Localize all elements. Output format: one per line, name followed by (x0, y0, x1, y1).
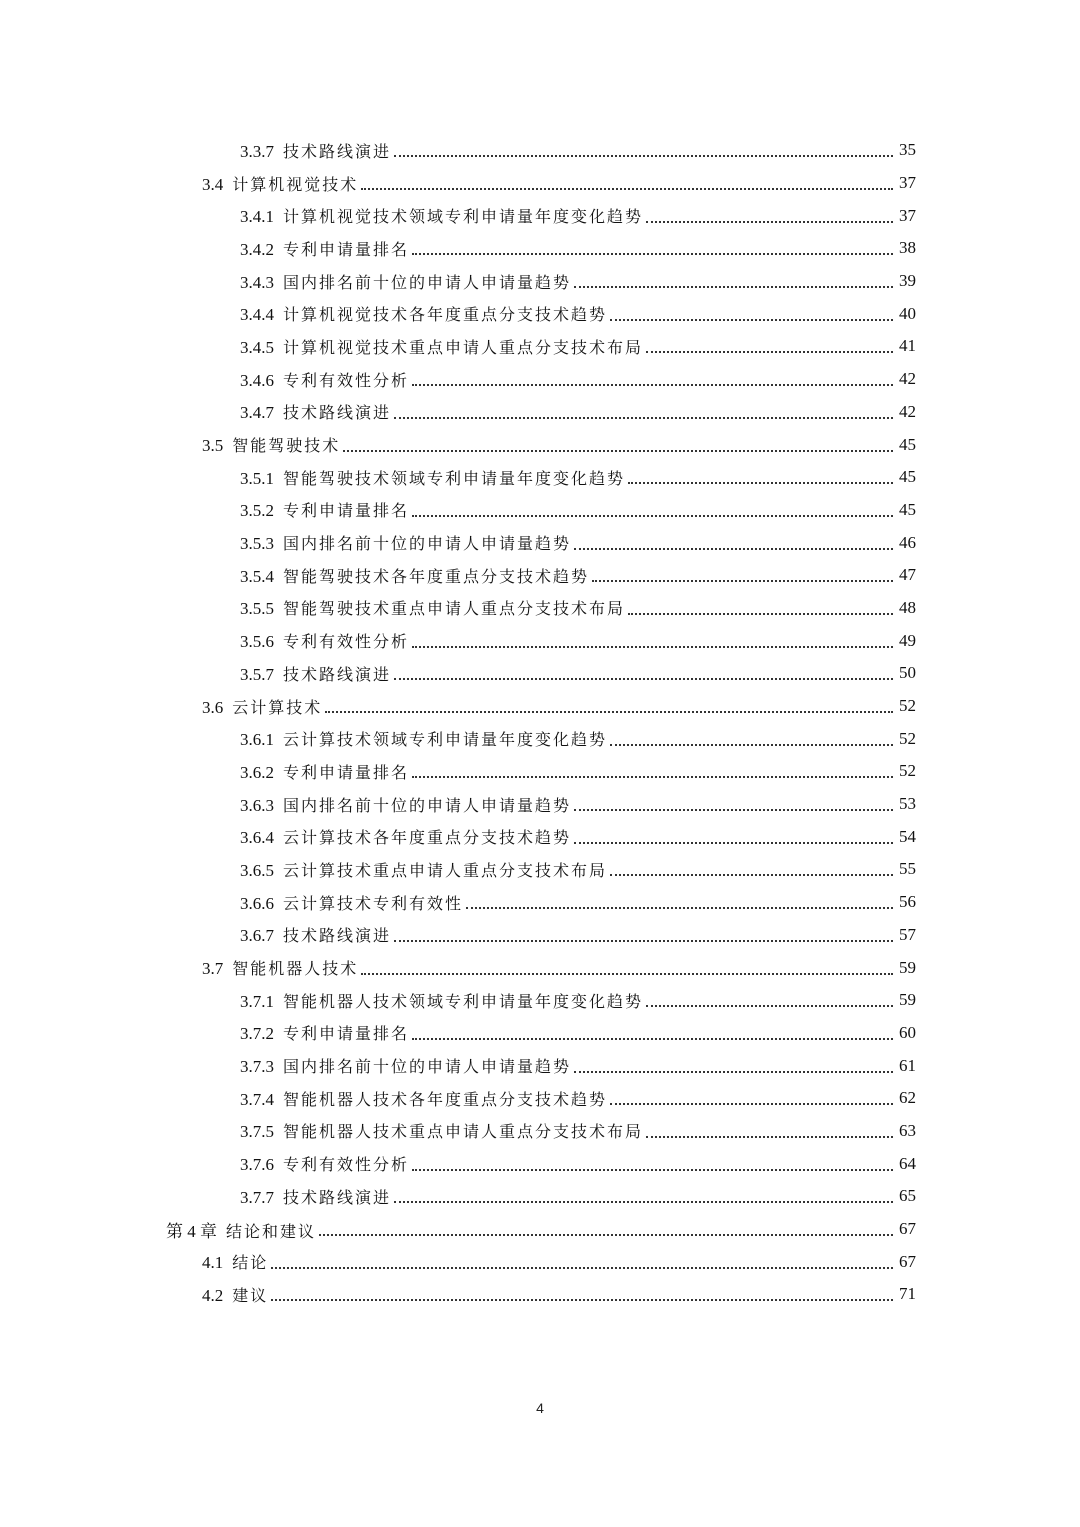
toc-entry[interactable] (0, 853, 1080, 886)
toc-entry-page: 57 (899, 924, 916, 944)
toc-dot-leader (646, 1005, 893, 1007)
toc-entry-number: 3.7.4 (240, 1089, 274, 1109)
toc-entry-number: 3.4.6 (240, 370, 274, 390)
toc-entry-title: 智能驾驶技术 (232, 436, 341, 456)
toc-entry-title: 智能驾驶技术重点申请人重点分支技术布局 (283, 599, 626, 619)
toc-entry-text (202, 695, 324, 718)
toc-entry-title: 智能驾驶技术各年度重点分支技术趋势 (283, 566, 590, 586)
toc-entry-title: 结论和建议 (226, 1221, 317, 1241)
toc-entry[interactable] (0, 363, 1080, 396)
toc-entry[interactable] (0, 1245, 1080, 1278)
toc-entry[interactable] (0, 297, 1080, 330)
toc-entry-text (240, 498, 411, 521)
toc-entry[interactable] (0, 657, 1080, 690)
toc-dot-leader (325, 711, 893, 713)
toc-entry[interactable] (0, 788, 1080, 821)
toc-entry-title: 云计算技术各年度重点分支技术趋势 (283, 828, 572, 848)
toc-entry-number: 3.7.2 (240, 1024, 274, 1044)
toc-entry-number: 4.1 (202, 1253, 224, 1273)
toc-entry-title: 技术路线演进 (283, 403, 392, 423)
toc-dot-leader (394, 940, 893, 942)
toc-entry-text (240, 1152, 411, 1175)
toc-entry[interactable] (0, 820, 1080, 853)
toc-entry-number: 3.4.1 (240, 207, 274, 227)
toc-entry[interactable] (0, 1049, 1080, 1082)
toc-entry-text (240, 1185, 393, 1208)
toc-entry[interactable] (0, 624, 1080, 657)
toc-dot-leader (394, 417, 893, 419)
toc-entry-text (202, 1250, 270, 1273)
toc-entry-number: 3.5.2 (240, 501, 274, 521)
toc-entry-page: 64 (899, 1153, 916, 1173)
toc-entry-page: 71 (899, 1284, 916, 1304)
toc-entry[interactable] (0, 232, 1080, 265)
toc-dot-leader (592, 580, 893, 582)
toc-entry-number: 3.5.7 (240, 664, 274, 684)
toc-dot-leader (412, 1038, 893, 1040)
toc-entry-page: 63 (899, 1120, 916, 1140)
toc-entry-page: 60 (899, 1022, 916, 1042)
toc-entry-text (240, 335, 645, 358)
toc-dot-leader (319, 1234, 893, 1236)
toc-dot-leader (412, 646, 893, 648)
toc-entry-page: 59 (899, 957, 916, 977)
toc-entry-text (202, 433, 342, 456)
toc-entry-number: 3.6.1 (240, 730, 274, 750)
toc-entry-page: 37 (899, 173, 916, 193)
toc-entry-text (240, 825, 573, 848)
toc-entry-title: 国内排名前十位的申请人申请量趋势 (283, 534, 572, 554)
toc-dot-leader (394, 1201, 893, 1203)
toc-entry-title: 专利申请量排名 (283, 1024, 410, 1044)
toc-entry-page: 45 (899, 467, 916, 487)
toc-entry-page: 65 (899, 1186, 916, 1206)
toc-entry-number: 3.6.3 (240, 795, 274, 815)
toc-entry-page: 37 (899, 205, 916, 225)
toc-entry-number: 3.6.2 (240, 762, 274, 782)
toc-entry-title: 专利申请量排名 (283, 762, 410, 782)
toc-entry[interactable] (0, 1278, 1080, 1311)
toc-entry[interactable] (0, 690, 1080, 723)
toc-dot-leader (361, 973, 893, 975)
toc-entry-number: 3.7.1 (240, 991, 274, 1011)
toc-entry-text (240, 139, 393, 162)
toc-entry[interactable] (0, 134, 1080, 167)
toc-entry-title: 专利有效性分析 (283, 1155, 410, 1175)
toc-entry[interactable] (0, 592, 1080, 625)
toc-entry-page: 62 (899, 1088, 916, 1108)
toc-entry-title: 专利有效性分析 (283, 370, 410, 390)
toc-dot-leader (412, 515, 893, 517)
toc-entry-number: 3.6 (202, 697, 224, 717)
toc-entry-title: 建议 (232, 1285, 269, 1305)
toc-entry-text (240, 891, 465, 914)
toc-dot-leader (271, 1267, 893, 1269)
toc-dot-leader (574, 809, 893, 811)
toc-entry-text (240, 760, 411, 783)
toc-entry-number: 3.6.6 (240, 893, 274, 913)
toc-entry-page: 53 (899, 794, 916, 814)
toc-entry-title: 云计算技术重点申请人重点分支技术布局 (283, 860, 608, 880)
toc-entry-text (240, 564, 591, 587)
toc-entry-number: 3.5.6 (240, 632, 274, 652)
toc-dot-leader (271, 1299, 893, 1301)
toc-entry-title: 智能机器人技术 (232, 959, 359, 979)
toc-dot-leader (610, 1103, 893, 1105)
toc-dot-leader (610, 744, 893, 746)
toc-entry-page: 40 (899, 303, 916, 323)
toc-entry-text (240, 531, 573, 554)
toc-dot-leader (394, 155, 893, 157)
toc-entry[interactable] (0, 1147, 1080, 1180)
toc-entry-number: 3.4.7 (240, 403, 274, 423)
toc-entry-page: 67 (899, 1251, 916, 1271)
toc-entry-number: 3.4.4 (240, 305, 274, 325)
toc-entry-text (240, 858, 609, 881)
toc-entry-title: 国内排名前十位的申请人申请量趋势 (283, 1057, 572, 1077)
toc-dot-leader (412, 1169, 893, 1171)
toc-entry[interactable] (0, 1213, 1080, 1246)
toc-entry-number: 3.6.4 (240, 828, 274, 848)
toc-entry-number: 3.4 (202, 174, 224, 194)
toc-entry[interactable] (0, 722, 1080, 755)
toc-dot-leader (394, 678, 893, 680)
toc-dot-leader (646, 351, 893, 353)
toc-dot-leader (628, 482, 893, 484)
toc-entry[interactable] (0, 984, 1080, 1017)
toc-entry[interactable] (0, 330, 1080, 363)
toc-entry-text (240, 204, 645, 227)
toc-entry-number: 3.5.5 (240, 599, 274, 619)
toc-entry-page: 41 (899, 336, 916, 356)
table-of-contents (0, 134, 1080, 1311)
toc-dot-leader (361, 188, 893, 190)
toc-entry-title: 专利申请量排名 (283, 239, 410, 259)
toc-entry-text (240, 1087, 609, 1110)
toc-entry-text (240, 596, 627, 619)
toc-entry-number: 3.6.5 (240, 860, 274, 880)
toc-entry-title: 专利申请量排名 (283, 501, 410, 521)
toc-entry[interactable] (0, 199, 1080, 232)
toc-entry-text (240, 1119, 645, 1142)
toc-entry-title: 智能驾驶技术领域专利申请量年度变化趋势 (283, 468, 626, 488)
toc-dot-leader (574, 842, 893, 844)
toc-entry-page: 35 (899, 140, 916, 160)
toc-entry-title: 技术路线演进 (283, 926, 392, 946)
toc-dot-leader (412, 384, 893, 386)
toc-entry-number: 3.5 (202, 436, 224, 456)
toc-entry-page: 38 (899, 238, 916, 258)
toc-entry[interactable] (0, 1017, 1080, 1050)
toc-entry-number: 3.7.6 (240, 1155, 274, 1175)
toc-entry-text (240, 989, 645, 1012)
toc-entry-text (240, 793, 573, 816)
toc-entry-number: 3.3.7 (240, 141, 274, 161)
toc-entry[interactable] (0, 526, 1080, 559)
toc-dot-leader (466, 907, 893, 909)
toc-entry-number: 3.5.1 (240, 468, 274, 488)
toc-dot-leader (646, 1136, 893, 1138)
toc-entry[interactable] (0, 494, 1080, 527)
toc-entry-number: 4.2 (202, 1285, 224, 1305)
toc-dot-leader (412, 776, 893, 778)
toc-entry-title: 计算机视觉技术领域专利申请量年度变化趋势 (283, 207, 644, 227)
toc-entry-text (240, 923, 393, 946)
toc-entry[interactable] (0, 886, 1080, 919)
toc-entry-text (240, 1021, 411, 1044)
toc-entry-number: 3.4.2 (240, 239, 274, 259)
toc-entry-page: 55 (899, 859, 916, 879)
toc-entry-page: 39 (899, 271, 916, 291)
toc-entry-page: 49 (899, 630, 916, 650)
toc-entry[interactable] (0, 167, 1080, 200)
toc-entry[interactable] (0, 919, 1080, 952)
toc-entry-text (240, 629, 411, 652)
toc-entry[interactable] (0, 755, 1080, 788)
toc-entry-number: 3.7.3 (240, 1057, 274, 1077)
toc-entry-title: 技术路线演进 (283, 664, 392, 684)
toc-entry[interactable] (0, 396, 1080, 429)
toc-entry-page: 61 (899, 1055, 916, 1075)
toc-entry-page: 48 (899, 597, 916, 617)
toc-entry-title: 计算机视觉技术各年度重点分支技术趋势 (283, 305, 608, 325)
toc-entry-text (240, 1054, 573, 1077)
toc-entry-page: 45 (899, 499, 916, 519)
toc-entry[interactable] (0, 265, 1080, 298)
toc-dot-leader (574, 286, 893, 288)
toc-entry-number: 3.7.7 (240, 1187, 274, 1207)
toc-entry-page: 46 (899, 532, 916, 552)
toc-dot-leader (610, 319, 893, 321)
toc-entry-page: 59 (899, 990, 916, 1010)
toc-entry-number: 3.5.3 (240, 534, 274, 554)
toc-entry-text (166, 1217, 318, 1242)
toc-entry[interactable] (0, 1180, 1080, 1213)
toc-entry-number: 第 4 章 (166, 1221, 217, 1241)
toc-entry-page: 50 (899, 663, 916, 683)
toc-entry-number: 3.7.5 (240, 1122, 274, 1142)
toc-entry-title: 计算机视觉技术重点申请人重点分支技术布局 (283, 337, 644, 357)
toc-entry-page: 47 (899, 565, 916, 585)
toc-entry[interactable] (0, 559, 1080, 592)
toc-entry-page: 45 (899, 434, 916, 454)
toc-entry-title: 计算机视觉技术 (232, 174, 359, 194)
toc-entry-text (240, 270, 573, 293)
toc-entry-number: 3.4.3 (240, 272, 274, 292)
toc-entry-text (240, 727, 609, 750)
toc-entry-text (240, 400, 393, 423)
toc-entry-text (240, 466, 627, 489)
toc-entry-page: 67 (899, 1219, 916, 1239)
toc-entry-number: 3.7 (202, 959, 224, 979)
toc-entry-title: 技术路线演进 (283, 141, 392, 161)
toc-entry-title: 国内排名前十位的申请人申请量趋势 (283, 272, 572, 292)
toc-dot-leader (412, 253, 893, 255)
toc-entry[interactable] (0, 1115, 1080, 1148)
toc-dot-leader (610, 874, 893, 876)
toc-entry[interactable] (0, 428, 1080, 461)
toc-entry-title: 云计算技术领域专利申请量年度变化趋势 (283, 730, 608, 750)
toc-entry-number: 3.4.5 (240, 337, 274, 357)
toc-entry[interactable] (0, 461, 1080, 494)
toc-entry-text (202, 956, 360, 979)
toc-entry-number: 3.5.4 (240, 566, 274, 586)
toc-entry-text (202, 1283, 270, 1306)
toc-entry-text (240, 302, 609, 325)
toc-entry-page: 42 (899, 369, 916, 389)
toc-entry-page: 52 (899, 728, 916, 748)
toc-entry-page: 52 (899, 696, 916, 716)
toc-entry-page: 42 (899, 401, 916, 421)
toc-entry-text (202, 172, 360, 195)
toc-entry-title: 国内排名前十位的申请人申请量趋势 (283, 795, 572, 815)
toc-entry-text (240, 237, 411, 260)
toc-entry-title: 智能机器人技术领域专利申请量年度变化趋势 (283, 991, 644, 1011)
toc-dot-leader (343, 450, 893, 452)
toc-entry-title: 云计算技术专利有效性 (283, 893, 464, 913)
toc-entry-text (240, 662, 393, 685)
page-number: 4 (536, 1400, 544, 1416)
toc-dot-leader (628, 613, 893, 615)
toc-entry[interactable] (0, 1082, 1080, 1115)
toc-entry-page: 54 (899, 826, 916, 846)
toc-entry-page: 52 (899, 761, 916, 781)
toc-entry-title: 结论 (232, 1253, 269, 1273)
toc-entry-title: 技术路线演进 (283, 1187, 392, 1207)
toc-entry-page: 56 (899, 892, 916, 912)
toc-entry-title: 专利有效性分析 (283, 632, 410, 652)
toc-entry[interactable] (0, 951, 1080, 984)
toc-entry-title: 智能机器人技术重点申请人重点分支技术布局 (283, 1122, 644, 1142)
toc-dot-leader (574, 548, 893, 550)
toc-entry-number: 3.6.7 (240, 926, 274, 946)
toc-entry-text (240, 368, 411, 391)
toc-entry-title: 云计算技术 (232, 697, 323, 717)
toc-dot-leader (646, 221, 893, 223)
toc-dot-leader (574, 1071, 893, 1073)
toc-entry-title: 智能机器人技术各年度重点分支技术趋势 (283, 1089, 608, 1109)
